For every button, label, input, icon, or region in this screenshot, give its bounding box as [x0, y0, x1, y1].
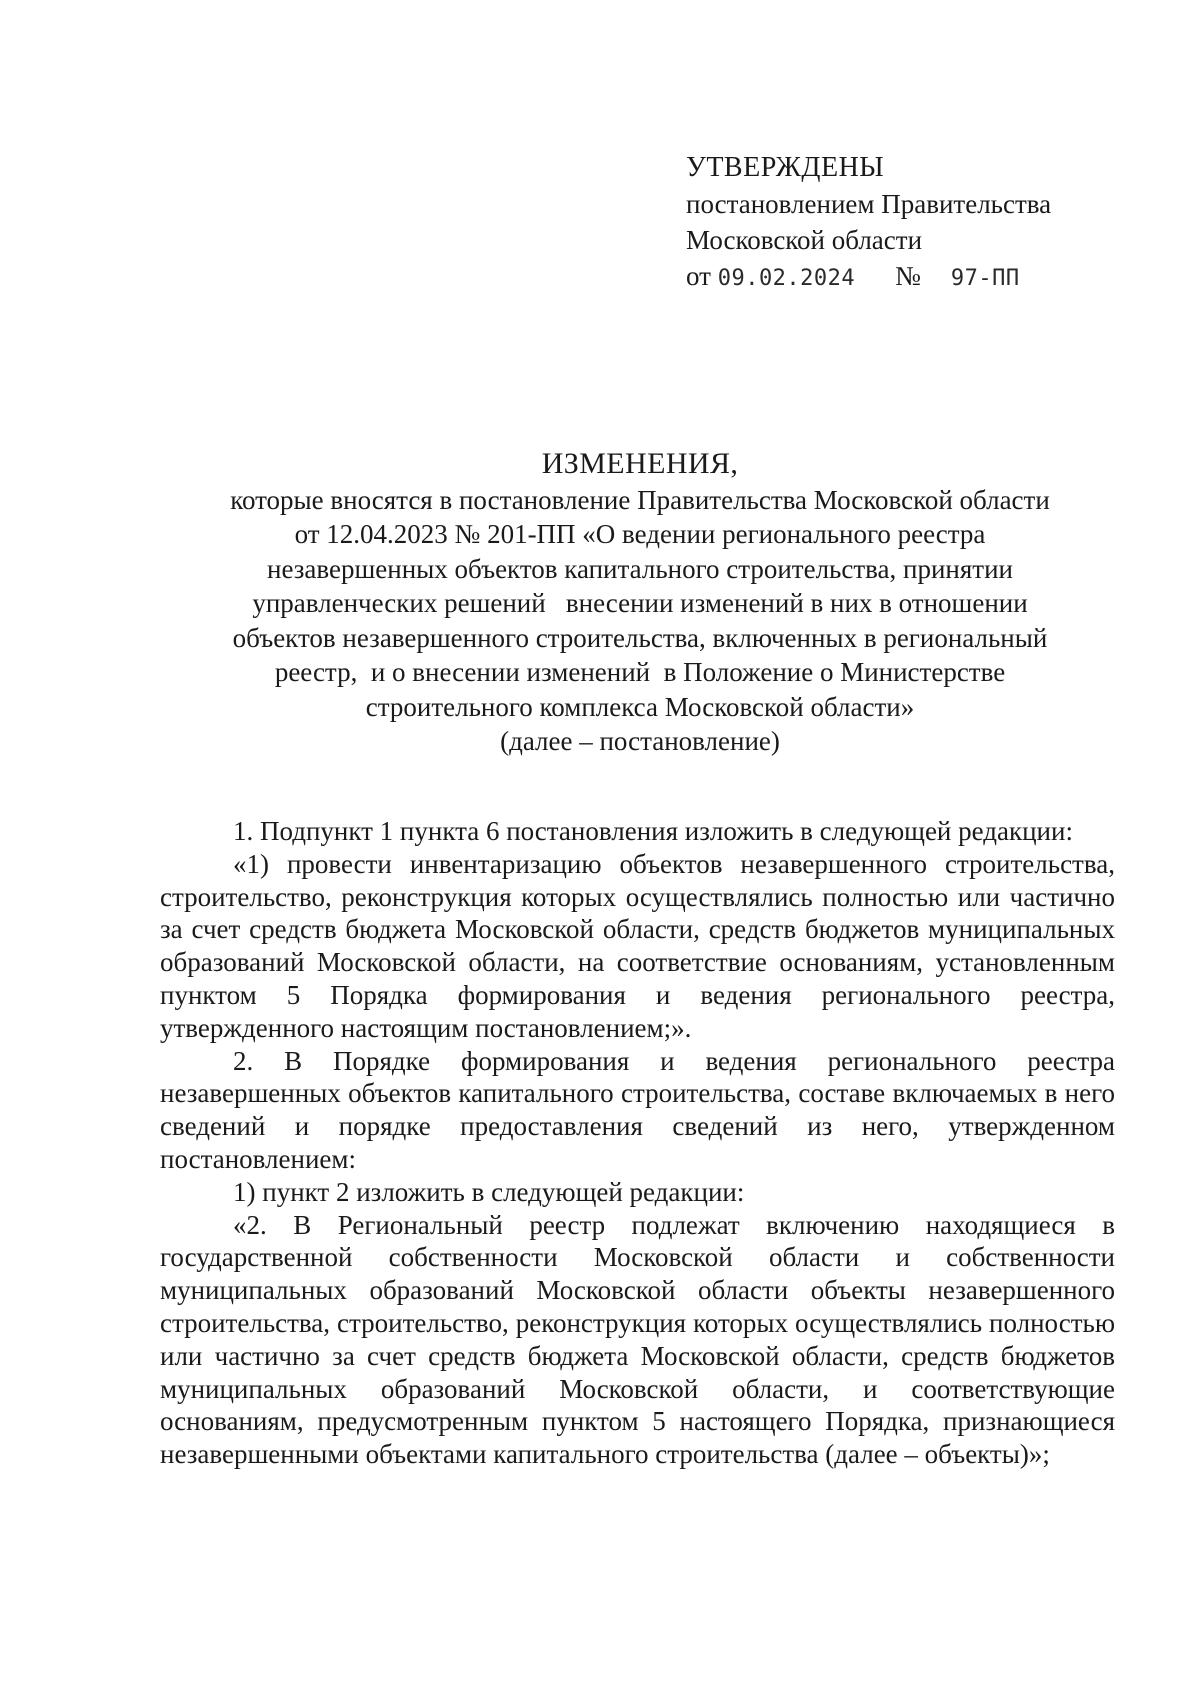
approval-date: 09.02.2024	[717, 266, 856, 291]
heading-line: незавершенных объектов капитального строительства, принятии	[267, 553, 1013, 584]
heading-line: реестр, и о внесении изменений в Положение о Министерстве	[274, 657, 1006, 687]
heading-line: (далее – постановление)	[500, 726, 780, 756]
approval-stamp	[686, 150, 1156, 297]
number-label: №	[895, 261, 921, 291]
approval-number: 97-ПП	[950, 266, 1020, 291]
paragraph-5-quote: «2. В Региональный реестр подлежат включению находящиеся в государственной собственности Московской области и собственности муниципальных образований Московской области объекты незавершенного строительства, строительство, реконструкция которых осуществлялись полностью или частично за счет средств бюджета Московской области, средств бюджетов муниципальных образований Московской области, и соответствующие основаниям, предусмотренным пунктом 5 настоящего Порядка, признающиеся незавершенными объектами капитального строительства (далее – объекты)»;	[160, 1209, 1115, 1470]
paragraph-1: 1. Подпункт 1 пункта 6 постановления изложить в следующей редакции:	[233, 816, 1073, 846]
paragraph-2-quote: «1) провести инвентаризацию объектов незавершенного строительства, строительство, реконструкция которых осуществлялись полностью или частично за счет средств бюджета Московской области, средств бюджетов муниципальных образований Московской области, на соответствие основаниям, установленным пунктом 5 Порядка формирования и ведения регионального реестра, утвержденного настоящим постановлением;».	[160, 848, 1115, 1043]
heading-line: управленческих решений внесении изменений в них в отношении	[252, 588, 1028, 618]
heading-title: ИЗМЕНЕНИЯ,	[541, 447, 739, 480]
document-body	[160, 815, 1115, 1471]
paragraph-3: 2. В Порядке формирования и ведения регионального реестра незавершенных объектов капитального строительства, составе включаемых в него сведений и порядке предоставления сведений из него, утвержденном постановлением:	[160, 1045, 1115, 1174]
document-heading	[160, 447, 1120, 759]
paragraph-4: 1) пункт 2 изложить в следующей редакции:	[233, 1176, 745, 1207]
heading-line: которые вносятся в постановление Правительства Московской области	[230, 484, 1050, 515]
heading-line: объектов незавершенного строительства, включенных в региональный	[232, 622, 1048, 653]
approval-date-line	[686, 258, 1156, 297]
approval-title: УТВЕРЖДЕНЫ	[686, 152, 885, 183]
from-label: от	[686, 261, 711, 291]
heading-line: строительного комплекса Московской области»	[365, 691, 915, 722]
approval-line-1: постановлением Правительства	[686, 189, 1052, 219]
approval-line-2: Московской области	[686, 225, 923, 255]
heading-line: от 12.04.2023 № 201-ПП «О ведении регионального реестра	[294, 519, 986, 549]
